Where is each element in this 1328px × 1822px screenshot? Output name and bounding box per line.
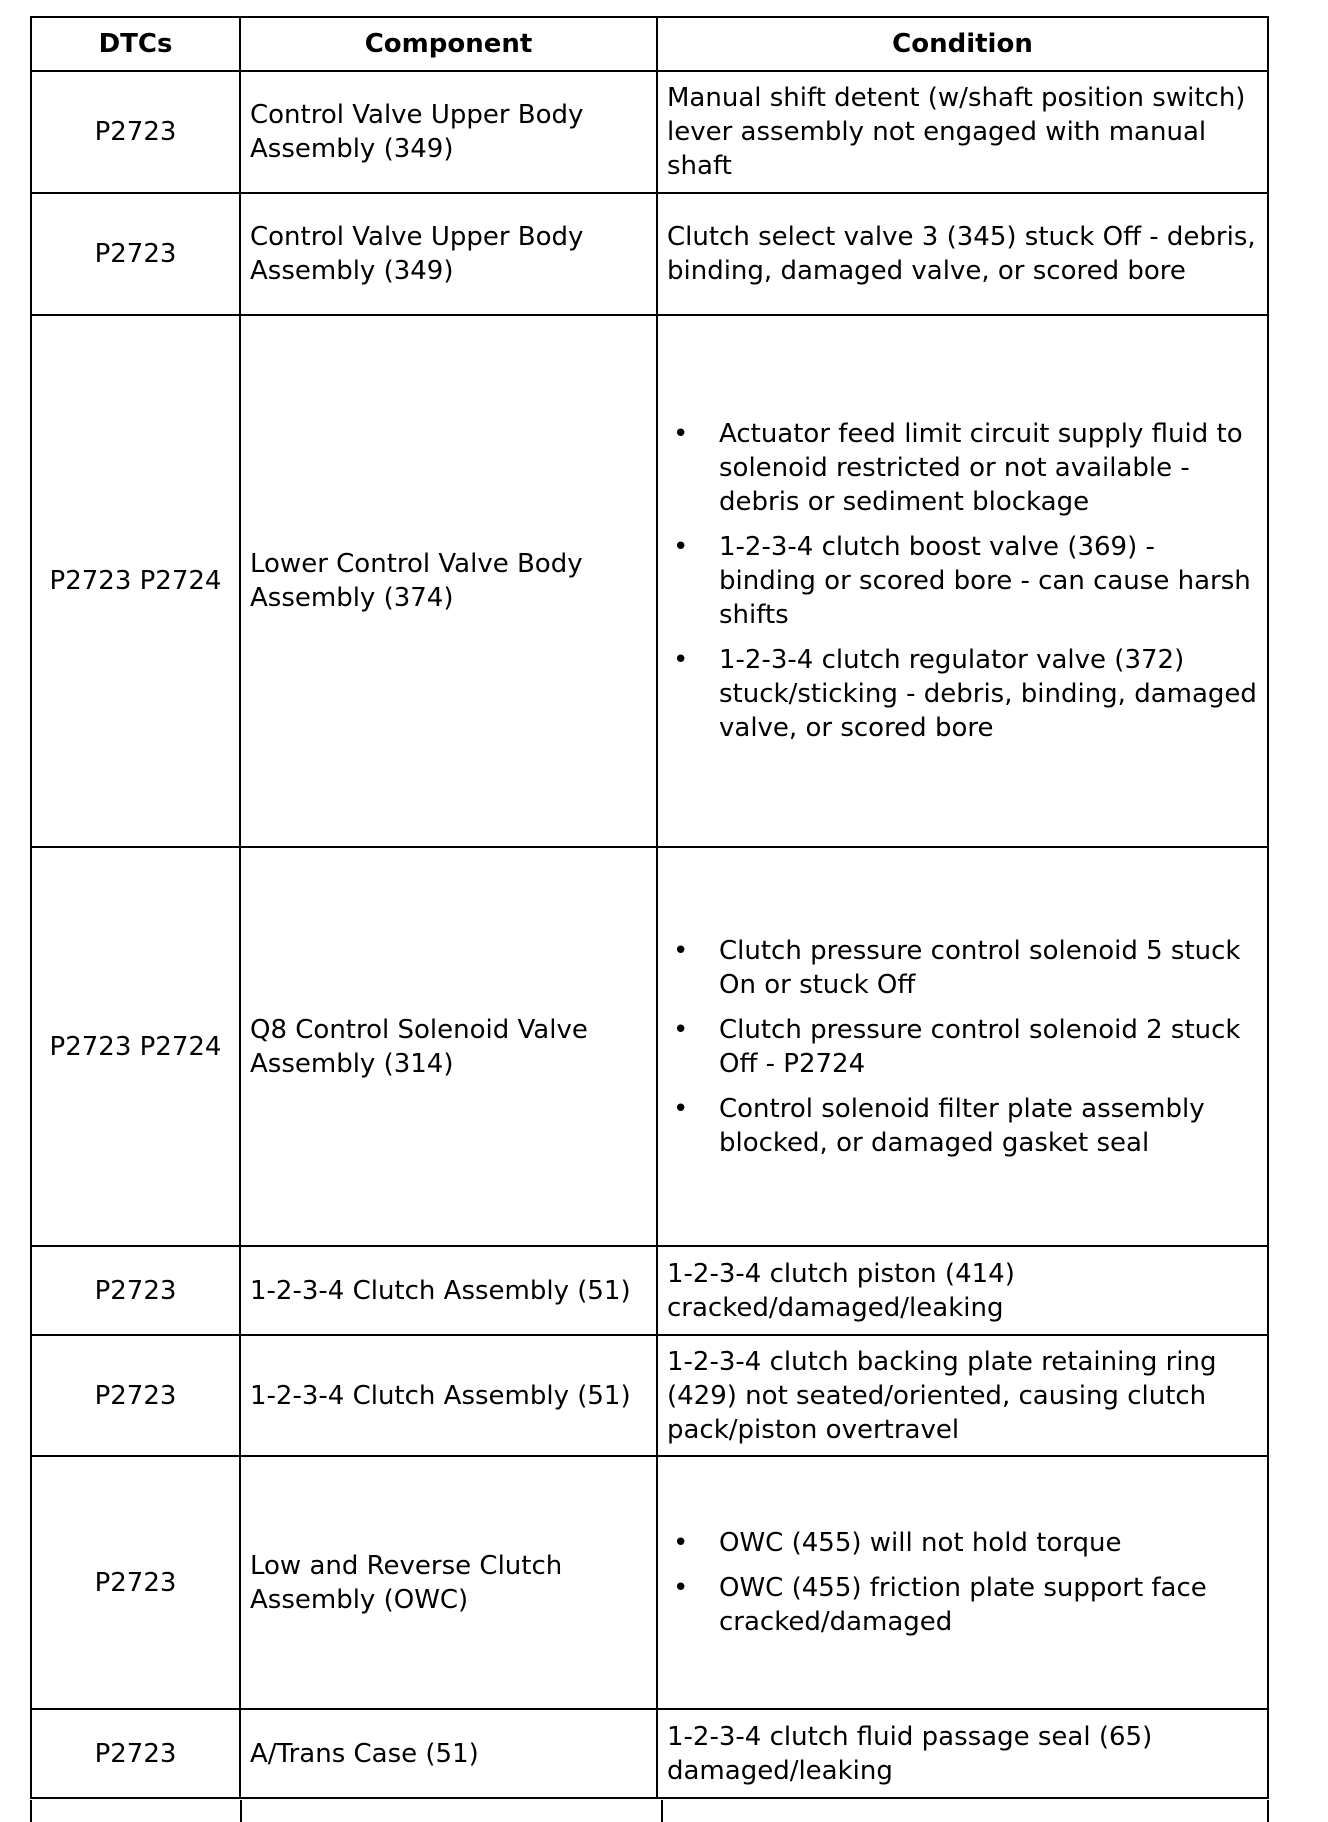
table-continuation-border xyxy=(661,1800,663,1822)
component-cell: Low and Reverse Clutch Assembly (OWC) xyxy=(240,1456,657,1709)
table-row xyxy=(31,847,1268,1246)
header-condition: Condition xyxy=(657,17,1268,71)
condition-cell: Manual shift detent (w/shaft position switch) lever assembly not engaged with manual shaft xyxy=(657,71,1268,193)
list-item: • Actuator feed limit circuit supply fluid to solenoid restricted or not available - debris or sediment blockage xyxy=(667,417,1258,519)
condition-list xyxy=(667,934,1258,1160)
header-dtcs: DTCs xyxy=(31,17,240,71)
dtc-cell: P2723 xyxy=(31,1709,240,1798)
component-cell: Lower Control Valve Body Assembly (374) xyxy=(240,315,657,847)
dtc-cell: P2723 xyxy=(31,1456,240,1709)
condition-cell xyxy=(657,315,1268,847)
condition-cell: 1-2-3-4 clutch fluid passage seal (65) damaged/leaking xyxy=(657,1709,1268,1798)
list-item: • OWC (455) friction plate support face cracked/damaged xyxy=(667,1571,1258,1639)
condition-cell: 1-2-3-4 clutch backing plate retaining ring (429) not seated/oriented, causing clutch pack/piston overtravel xyxy=(657,1335,1268,1456)
table-header-row xyxy=(31,17,1268,71)
dtc-cell: P2723 P2724 xyxy=(31,847,240,1246)
component-cell: Q8 Control Solenoid Valve Assembly (314) xyxy=(240,847,657,1246)
condition-cell xyxy=(657,847,1268,1246)
list-item: • Clutch pressure control solenoid 2 stuck Off - P2724 xyxy=(667,1013,1258,1081)
component-cell: 1-2-3-4 Clutch Assembly (51) xyxy=(240,1246,657,1335)
dtc-cell: P2723 P2724 xyxy=(31,315,240,847)
table-row xyxy=(31,315,1268,847)
list-item: • Control solenoid filter plate assembly blocked, or damaged gasket seal xyxy=(667,1092,1258,1160)
table-row xyxy=(31,71,1268,193)
condition-cell: 1-2-3-4 clutch piston (414) cracked/damaged/leaking xyxy=(657,1246,1268,1335)
dtc-cell: P2723 xyxy=(31,1246,240,1335)
component-cell: 1-2-3-4 Clutch Assembly (51) xyxy=(240,1335,657,1456)
table-row xyxy=(31,1709,1268,1798)
header-component: Component xyxy=(240,17,657,71)
list-item: • 1-2-3-4 clutch regulator valve (372) stuck/sticking - debris, binding, damaged valve, or scored bore xyxy=(667,643,1258,745)
dtc-cell: P2723 xyxy=(31,1335,240,1456)
table-continuation-border xyxy=(1267,1800,1269,1822)
component-cell: Control Valve Upper Body Assembly (349) xyxy=(240,71,657,193)
condition-cell xyxy=(657,1456,1268,1709)
list-item: • Clutch pressure control solenoid 5 stuck On or stuck Off xyxy=(667,934,1258,1002)
table-row xyxy=(31,193,1268,315)
list-item: • 1-2-3-4 clutch boost valve (369) - binding or scored bore - can cause harsh shifts xyxy=(667,530,1258,632)
dtc-cell: P2723 xyxy=(31,71,240,193)
table-row xyxy=(31,1246,1268,1335)
table-row xyxy=(31,1335,1268,1456)
component-cell: A/Trans Case (51) xyxy=(240,1709,657,1798)
dtc-table xyxy=(30,16,1269,1799)
table-continuation-border xyxy=(240,1800,242,1822)
component-cell: Control Valve Upper Body Assembly (349) xyxy=(240,193,657,315)
condition-list xyxy=(667,1526,1258,1639)
condition-list xyxy=(667,417,1258,745)
condition-cell: Clutch select valve 3 (345) stuck Off - debris, binding, damaged valve, or scored bore xyxy=(657,193,1268,315)
list-item: • OWC (455) will not hold torque xyxy=(667,1526,1258,1560)
table-continuation-border xyxy=(30,1800,32,1822)
dtc-cell: P2723 xyxy=(31,193,240,315)
table-row xyxy=(31,1456,1268,1709)
